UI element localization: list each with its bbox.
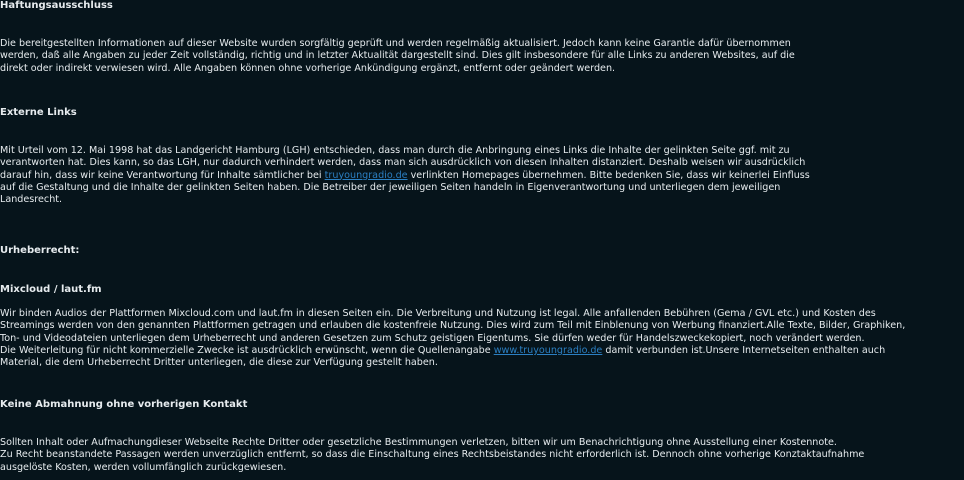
disclaimer-heading: Haftungsausschluss: [0, 0, 113, 11]
mixcloud-text: damit verbunden ist.Unsere Internetseiten enthalten auch: [602, 344, 886, 356]
mixcloud-heading: Mixcloud / laut.fm: [0, 284, 102, 295]
mixcloud-line: [0, 345, 905, 357]
external-links-line: Mit Urteil vom 12. Mai 1998 hat das Landgericht Hamburg (LGH) entschieden, dass man durch die Anbringung eines Links die Inhalte der gelinkten Seite ggf. mit zu: [0, 145, 790, 156]
external-links-line: auf die Gestaltung und die Inhalte der gelinkten Seiten haben. Die Betreiber der jeweiligen Seiten handeln in Eigenverantwortung und unterliegen dem jeweiligen: [0, 181, 781, 193]
disclaimer-line: werden, daß alle Angaben zu jeder Zeit vollständig, richtig und in letzter Aktualität dargestellt sind. Dies gilt insbesondere für alle Links zu anderen Websites, auf die: [0, 50, 795, 62]
external-links-line: [0, 170, 810, 182]
external-links-line: Landesrecht.: [0, 194, 63, 206]
external-links-text: verlinkten Homepages übernehmen. Bitte bedenken Sie, dass wir keinerlei Einfluss: [407, 169, 810, 181]
www-truyoungradio-link[interactable]: www.truyoungradio.de: [493, 344, 603, 356]
no-warning-line: Zu Recht beanstandete Passagen werden unverzüglich entfernt, so dass die Einschaltung eines Rechtsbeistandes nicht erforderlich ist. Dennoch ohne vorherige Konztaktaufnahme: [0, 449, 865, 461]
external-links-line: verantworten hat. Dies kann, so das LGH, nur dadurch verhindert werden, dass man sich ausdrücklich von diesen Inhalten distanziert. Deshalb weisen wir ausdrücklich: [0, 157, 806, 169]
mixcloud-text: Die Weiterleitung für nicht kommerzielle Zwecke ist ausdrücklich erwünscht, wenn die Quellenangabe: [0, 344, 494, 356]
disclaimer-line: direkt oder indirekt verwiesen wird. Alle Angaben können ohne vorherige Ankündigung ergänzt, entfernt oder geändert werden.: [0, 62, 616, 74]
truyoungradio-link[interactable]: truyoungradio.de: [324, 169, 408, 181]
no-warning-heading: Keine Abmahnung ohne vorherigen Kontakt: [0, 399, 248, 410]
mixcloud-line: Wir binden Audios der Plattformen Mixcloud.com und laut.fm in diesen Seiten ein. Die Verbreitung und Nutzung ist legal. Alle anfallenden Bebühren (Gema / GVL etc.) und Kosten des: [0, 308, 876, 319]
no-warning-line: ausgelöste Kosten, werden vollumfänglich zurückgewiesen.: [0, 461, 287, 473]
mixcloud-line: Ton- und Videodateien unterliegen dem Urheberrecht und anderen Gesetzen zum Schutz geistigen Eigentums. Sie dürfen weder für Handelszweckekopiert, noch verändert werden.: [0, 332, 865, 344]
mixcloud-line: Material, die dem Urheberrecht Dritter unterliegen, die diese zur Verfügung gestellt haben.: [0, 357, 438, 369]
external-links-heading: Externe Links: [0, 107, 77, 118]
mixcloud-line: Streamings werden von den genannten Plattformen getragen und erlauben die kostenfreie Nutzung. Dies wird zum Teil mit Einblenung von Werbung finanziert.Alle Texte, Bilder, Graphiken,: [0, 320, 906, 332]
no-warning-line: Sollten Inhalt oder Aufmachungdieser Webseite Rechte Dritter oder gesetzliche Bestimmungen verletzen, bitten wir um Benachrichtigung ohne Ausstellung einer Kostennote.: [0, 437, 837, 448]
external-links-paragraph: [0, 145, 810, 206]
mixcloud-paragraph: [0, 308, 905, 369]
copyright-heading: Urheberrecht:: [0, 245, 80, 256]
disclaimer-line: Die bereitgestellten Informationen auf dieser Website wurden sorgfältig geprüft und werden regelmäßig aktualisiert. Jedoch kann keine Garantie dafür übernommen: [0, 38, 791, 49]
external-links-text: darauf hin, dass wir keine Verantwortung für Inhalte sämtlicher bei: [0, 169, 325, 181]
disclaimer-paragraph: [0, 38, 795, 75]
no-warning-paragraph: [0, 437, 864, 474]
